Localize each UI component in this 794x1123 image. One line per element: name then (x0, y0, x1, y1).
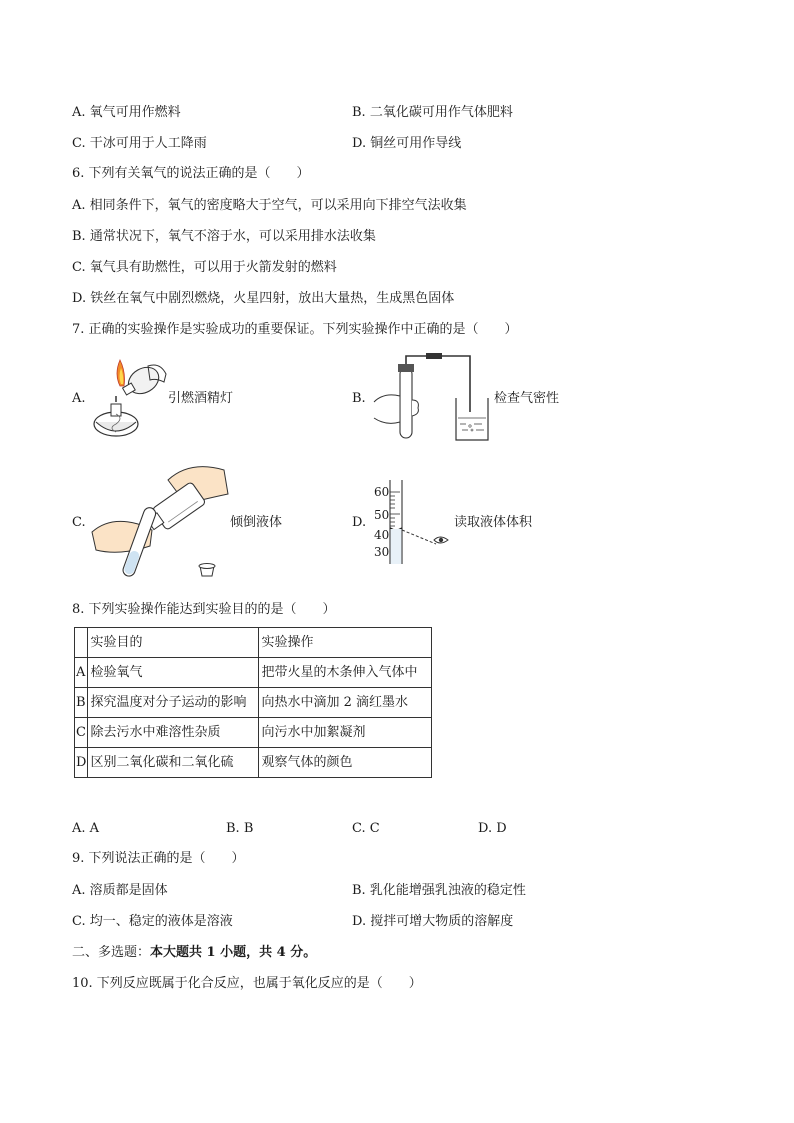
alcohol-lamp-illustration (86, 352, 168, 442)
table-cell-operation: 观察气体的颜色 (259, 748, 432, 778)
q5-option-d: D. 铜丝可用作导线 (352, 136, 462, 151)
q8-option-d: D. D (478, 821, 507, 836)
q9-option-a: A. 溶质都是固体 (72, 883, 168, 898)
table-cell-operation: 向污水中加絮凝剂 (259, 718, 432, 748)
table-row (75, 688, 432, 718)
table-cell-operation: 向热水中滴加 2 滴红墨水 (259, 688, 432, 718)
q8-experiment-table (74, 627, 432, 778)
q7-stem: 7. 正确的实验操作是实验成功的重要保证。下列实验操作中正确的是（ ） (72, 322, 518, 337)
q7-c-letter: C. (72, 515, 86, 530)
q7-a-caption: 引燃酒精灯 (168, 391, 234, 406)
table-cell-letter: C (75, 718, 88, 748)
table-cell-operation: 把带火星的木条伸入气体中 (259, 658, 432, 688)
q6-option-b: B. 通常状况下，氧气不溶于水，可以采用排水法收集 (72, 229, 376, 244)
q6-stem: 6. 下列有关氧气的说法正确的是（ ） (72, 166, 310, 181)
table-row (75, 718, 432, 748)
cylinder-tick-60: 60 (374, 485, 390, 499)
table-cell-goal: 探究温度对分子运动的影响 (88, 688, 259, 718)
table-cell-letter: D (75, 748, 88, 778)
q9-option-c: C. 均一、稳定的液体是溶液 (72, 914, 233, 929)
q6-option-a: A. 相同条件下，氧气的密度略大于空气，可以采用向下排空气法收集 (72, 198, 467, 213)
cylinder-tick-30: 30 (374, 545, 390, 559)
cylinder-tick-50: 50 (374, 508, 390, 522)
q7-c-caption: 倾倒液体 (230, 515, 283, 530)
table-header-cell: 实验操作 (259, 628, 432, 658)
q7-d-caption: 读取液体体积 (454, 515, 533, 530)
q7-b-caption: 检查气密性 (494, 391, 560, 406)
table-cell-goal: 除去污水中难溶性杂质 (88, 718, 259, 748)
table-header-cell: 实验目的 (88, 628, 259, 658)
airtightness-check-illustration (370, 352, 494, 444)
table-cell-letter: A (75, 658, 88, 688)
table-row (75, 658, 432, 688)
table-cell-goal: 检验氧气 (88, 658, 259, 688)
q8-option-b: B. B (226, 821, 254, 836)
table-header-cell (75, 628, 88, 658)
table-header-row (75, 628, 432, 658)
q7-d-letter: D. (352, 515, 367, 530)
table-cell-letter: B (75, 688, 88, 718)
q5-option-c: C. 干冰可用于人工降雨 (72, 136, 207, 151)
q7-a-letter: A. (72, 391, 86, 406)
q10-stem: 10. 下列反应既属于化合反应，也属于氧化反应的是（ ） (72, 976, 422, 991)
cylinder-tick-40: 40 (374, 528, 390, 542)
table-cell-goal: 区别二氧化碳和二氧化硫 (88, 748, 259, 778)
section-heading (72, 945, 316, 961)
section-detail: 本大题共 1 小题，共 4 分。 (150, 945, 317, 960)
q6-option-d: D. 铁丝在氧气中剧烈燃烧，火星四射，放出大量热，生成黑色固体 (72, 291, 455, 306)
q8-option-c: C. C (352, 821, 380, 836)
table-row (75, 748, 432, 778)
q9-option-d: D. 搅拌可增大物质的溶解度 (352, 914, 514, 929)
q8-stem: 8. 下列实验操作能达到实验目的的是（ ） (72, 602, 336, 617)
section-prefix: 二、多选题： (72, 945, 151, 960)
q5-option-a: A. 氧气可用作燃料 (72, 105, 181, 120)
q9-option-b: B. 乳化能增强乳浊液的稳定性 (352, 883, 526, 898)
graduated-cylinder-illustration (370, 478, 454, 566)
q6-option-c: C. 氧气具有助燃性，可以用于火箭发射的燃料 (72, 260, 337, 275)
q8-option-a: A. A (72, 821, 100, 836)
q5-option-b: B. 二氧化碳可用作气体肥料 (352, 105, 513, 120)
q9-stem: 9. 下列说法正确的是（ ） (72, 851, 245, 866)
pouring-liquid-illustration (90, 460, 230, 584)
q7-b-letter: B. (352, 391, 366, 406)
